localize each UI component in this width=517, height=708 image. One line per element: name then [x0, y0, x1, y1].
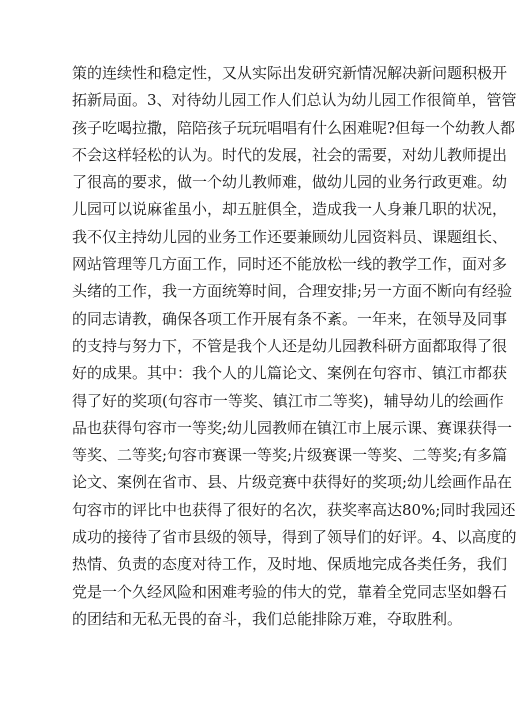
text-line: 党是一个久经风险和困难考验的伟大的党，靠着全党同志坚如磐石 [72, 582, 508, 601]
text-line: 论文、案例在省市、县、片级竞赛中获得好的奖项;幼儿绘画作品在 [72, 473, 513, 492]
text-line: 孩子吃喝拉撒，陪陪孩子玩玩唱唱有什么困难呢?但每一个幼教人都 [72, 118, 516, 137]
text-line: 头绪的工作，我一方面统筹时间，合理安排;另一方面不断向有经验 [72, 282, 513, 301]
text-line: 策的连续性和稳定性，又从实际出发研究新情况解决新问题积极开 [72, 64, 508, 82]
text-line: 不会这样轻松的认为。时代的发展，社会的需要，对幼儿教师提出 [72, 145, 508, 164]
text-line: 成功的接待了省市县级的领导，得到了领导们的好评。4、以高度的 [72, 528, 517, 547]
text-line: 等奖、二等奖;句容市赛课一等奖;片级赛课一等奖、二等奖;有多篇 [72, 446, 508, 465]
text-line: 我不仅主持幼儿园的业务工作还要兼顾幼儿园资料员、课题组长、 [72, 227, 508, 246]
text-line: 的支持与努力下，不管是我个人还是幼儿园教科研方面都取得了很 [72, 336, 508, 355]
text-line: 拓新局面。3、对待幼儿园工作人们总认为幼儿园工作很简单，管管 [72, 91, 517, 110]
text-line: 品也获得句容市一等奖;幼儿园教师在镇江市上展示课、赛课获得一 [72, 418, 513, 437]
text-line: 句容市的评比中也获得了很好的名次，获奖率高达80%;同时我园还 [72, 500, 516, 519]
text-line: 热情、负责的态度对待工作，及时地、保质地完成各类任务，我们 [72, 555, 508, 574]
text-line: 的同志请教，确保各项工作开展有条不紊。一年来，在领导及同事 [72, 309, 508, 328]
text-line: 了很高的要求，做一个幼儿教师难，做幼儿园的业务行政更难。幼 [72, 173, 508, 192]
text-line: 的团结和无私无畏的奋斗，我们总能排除万难，夺取胜利。 [72, 609, 463, 628]
text-line: 好的成果。其中：我个人的儿篇论文、案例在句容市、镇江市都获 [72, 364, 508, 383]
text-line: 儿园可以说麻雀虽小，却五脏俱全，造成我一人身兼几职的状况， [72, 200, 508, 219]
text-line: 得了好的奖项(句容市一等奖、镇江市二等奖)，辅导幼儿的绘画作 [72, 391, 504, 410]
text-line: 网站管理等几方面工作，同时还不能放松一线的教学工作，面对多 [72, 255, 508, 274]
body-text [72, 60, 517, 633]
